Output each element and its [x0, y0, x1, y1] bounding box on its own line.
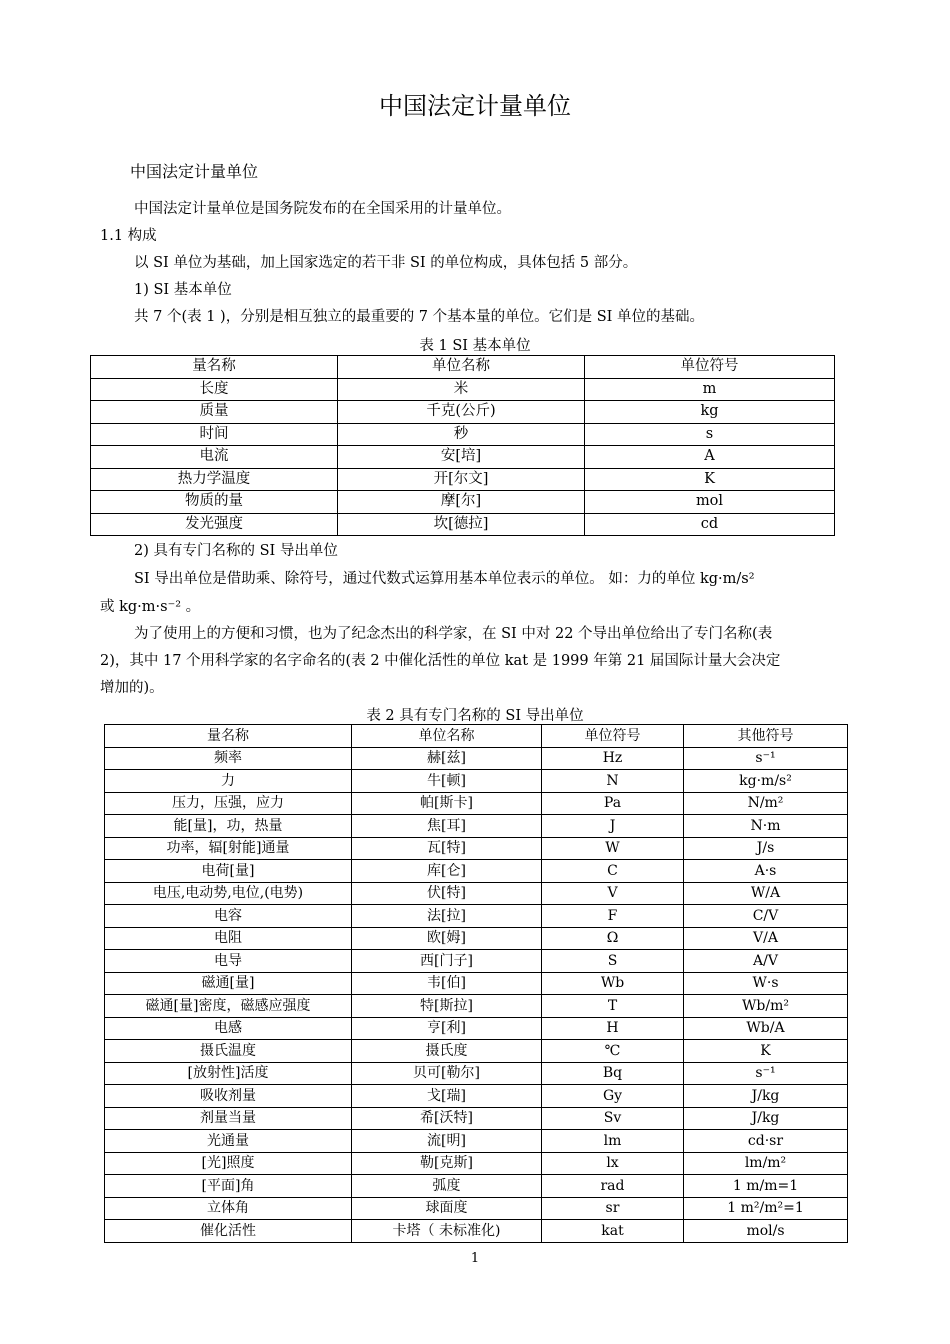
table-cell: V/A — [684, 927, 848, 950]
table-cell: kg — [585, 401, 835, 424]
item2-heading: 2) 具有专门名称的 SI 导出单位 — [134, 543, 338, 559]
table-cell: rad — [542, 1175, 684, 1198]
table-cell: 安[培] — [338, 446, 585, 469]
table-row — [91, 423, 835, 446]
table-cell: 牛[顿] — [352, 770, 542, 793]
table-cell: W·s — [684, 972, 848, 995]
table-cell: A·s — [684, 860, 848, 883]
column-header: 量名称 — [91, 356, 338, 379]
table-cell: cd — [585, 513, 835, 536]
table-cell: s⁻¹ — [684, 747, 848, 770]
table-row — [91, 446, 835, 469]
table-cell: 磁通[量]密度，磁感应强度 — [105, 995, 352, 1018]
table-cell: V — [542, 882, 684, 905]
table-row — [105, 1085, 848, 1108]
table-cell: [光]照度 — [105, 1152, 352, 1175]
item2-text-line2: 或 kg·m·s⁻² 。 — [100, 599, 201, 615]
item1-heading: 1) SI 基本单位 — [134, 282, 232, 298]
table-cell: lx — [542, 1152, 684, 1175]
table-cell: J/kg — [684, 1107, 848, 1130]
table-cell: 电感 — [105, 1017, 352, 1040]
table-cell: K — [684, 1040, 848, 1063]
table-cell: Gy — [542, 1085, 684, 1108]
table-cell: 电容 — [105, 905, 352, 928]
table-row — [105, 860, 848, 883]
page-number: 1 — [470, 1251, 480, 1266]
table-cell: Ω — [542, 927, 684, 950]
table-cell: 流[明] — [352, 1130, 542, 1153]
column-header: 其他符号 — [684, 725, 848, 748]
table-row — [91, 401, 835, 424]
table-cell: 质量 — [91, 401, 338, 424]
table-row — [105, 972, 848, 995]
table-cell: 物质的量 — [91, 491, 338, 514]
table-cell: Sv — [542, 1107, 684, 1130]
table-cell: 热力学温度 — [91, 468, 338, 491]
table-row — [105, 1220, 848, 1243]
composition-paragraph: 以 SI 单位为基础，加上国家选定的若干非 SI 的单位构成，具体包括 5 部分。 — [134, 255, 638, 271]
table-row — [105, 747, 848, 770]
table-cell: 1 m²/m²=1 — [684, 1197, 848, 1220]
table-cell: sr — [542, 1197, 684, 1220]
table-header-row — [105, 725, 848, 748]
table-row — [105, 1152, 848, 1175]
table-row — [91, 491, 835, 514]
table-cell: 电压,电动势,电位,(电势) — [105, 882, 352, 905]
table-row — [105, 950, 848, 973]
table-cell: 希[沃特] — [352, 1107, 542, 1130]
table-cell: H — [542, 1017, 684, 1040]
table-row — [105, 1017, 848, 1040]
table-cell: A — [585, 446, 835, 469]
table-cell: 电流 — [91, 446, 338, 469]
page-title: 中国法定计量单位 — [379, 92, 571, 120]
table-cell: [放射性]活度 — [105, 1062, 352, 1085]
table-cell: 剂量当量 — [105, 1107, 352, 1130]
table-row — [105, 1197, 848, 1220]
item2-text-line1: SI 导出单位是借助乘、除符号，通过代数式运算用基本单位表示的单位。 如：力的单位 kg·m/s² — [134, 571, 755, 587]
table-row — [105, 927, 848, 950]
table-cell: 帕[斯卡] — [352, 792, 542, 815]
table-cell: A/V — [684, 950, 848, 973]
column-header: 单位符号 — [542, 725, 684, 748]
table-cell: 压力，压强，应力 — [105, 792, 352, 815]
table-row — [105, 1062, 848, 1085]
table-cell: 摩[尔] — [338, 491, 585, 514]
table-cell: s⁻¹ — [684, 1062, 848, 1085]
table-row — [105, 1130, 848, 1153]
table-cell: 长度 — [91, 378, 338, 401]
table-cell: 立体角 — [105, 1197, 352, 1220]
table-cell: 秒 — [338, 423, 585, 446]
table-cell: J — [542, 815, 684, 838]
table-cell: 伏[特] — [352, 882, 542, 905]
table-cell: 球面度 — [352, 1197, 542, 1220]
table-cell: N·m — [684, 815, 848, 838]
table-row — [105, 995, 848, 1018]
table-cell: 库[仑] — [352, 860, 542, 883]
table-cell: 赫[兹] — [352, 747, 542, 770]
table-cell: 坎[德拉] — [338, 513, 585, 536]
table-cell: Hz — [542, 747, 684, 770]
table2-caption: 表 2 具有专门名称的 SI 导出单位 — [366, 708, 584, 724]
table-row — [91, 468, 835, 491]
column-header: 量名称 — [105, 725, 352, 748]
table-cell: F — [542, 905, 684, 928]
table-row — [105, 815, 848, 838]
table-cell: cd·sr — [684, 1130, 848, 1153]
table-cell: 摄氏度 — [352, 1040, 542, 1063]
table-cell: 发光强度 — [91, 513, 338, 536]
table-cell: N — [542, 770, 684, 793]
item1-text: 共 7 个(表 1 )，分别是相互独立的最重要的 7 个基本量的单位。它们是 SI 单位的基础。 — [134, 309, 705, 325]
table-header-row — [91, 356, 835, 379]
table-cell: 米 — [338, 378, 585, 401]
table-cell: 光通量 — [105, 1130, 352, 1153]
table-row — [91, 378, 835, 401]
table-cell: 磁通[量] — [105, 972, 352, 995]
section-1-1-heading: 1.1 构成 — [100, 228, 157, 244]
para3-line3: 增加的)。 — [100, 680, 164, 696]
table-cell: 特[斯拉] — [352, 995, 542, 1018]
table-cell: J/s — [684, 837, 848, 860]
table-cell: T — [542, 995, 684, 1018]
table-cell: 电阻 — [105, 927, 352, 950]
table-cell: 开[尔文] — [338, 468, 585, 491]
table-cell: 1 m/m=1 — [684, 1175, 848, 1198]
table-cell: 催化活性 — [105, 1220, 352, 1243]
table-row — [105, 837, 848, 860]
table-row — [105, 1107, 848, 1130]
table-cell: 能[量]，功，热量 — [105, 815, 352, 838]
table-row — [105, 882, 848, 905]
para3-line1: 为了使用上的方便和习惯，也为了纪念杰出的科学家，在 SI 中对 22 个导出单位给出了专门名称(表 — [134, 626, 773, 642]
table-cell: 西[门子] — [352, 950, 542, 973]
si-derived-units-table — [104, 724, 848, 1243]
table-cell: S — [542, 950, 684, 973]
table-cell: kat — [542, 1220, 684, 1243]
table-cell: mol/s — [684, 1220, 848, 1243]
table-cell: 法[拉] — [352, 905, 542, 928]
para3-line2: 2)，其中 17 个用科学家的名字命名的(表 2 中催化活性的单位 kat 是 1999 年第 21 届国际计量大会决定 — [100, 653, 781, 669]
table-cell: N/m² — [684, 792, 848, 815]
table-cell: 频率 — [105, 747, 352, 770]
table-cell: mol — [585, 491, 835, 514]
table-cell: Wb/m² — [684, 995, 848, 1018]
table-cell: 电荷[量] — [105, 860, 352, 883]
table-row — [91, 513, 835, 536]
table-cell: K — [585, 468, 835, 491]
intro-paragraph: 中国法定计量单位是国务院发布的在全国采用的计量单位。 — [134, 201, 511, 217]
table-cell: s — [585, 423, 835, 446]
table-cell: Pa — [542, 792, 684, 815]
table-cell: [平面]角 — [105, 1175, 352, 1198]
table-row — [105, 792, 848, 815]
column-header: 单位名称 — [352, 725, 542, 748]
table-row — [105, 905, 848, 928]
table-cell: 戈[瑞] — [352, 1085, 542, 1108]
table-cell: 电导 — [105, 950, 352, 973]
table-cell: 欧[姆] — [352, 927, 542, 950]
table-cell: 卡塔（ 未标准化) — [352, 1220, 542, 1243]
table-cell: 弧度 — [352, 1175, 542, 1198]
table-cell: ℃ — [542, 1040, 684, 1063]
table-cell: C/V — [684, 905, 848, 928]
table-cell: J/kg — [684, 1085, 848, 1108]
table-cell: 焦[耳] — [352, 815, 542, 838]
table-cell: 贝可[勒尔] — [352, 1062, 542, 1085]
table-cell: 力 — [105, 770, 352, 793]
table-cell: 勒[克斯] — [352, 1152, 542, 1175]
table-cell: 瓦[特] — [352, 837, 542, 860]
table-row — [105, 1040, 848, 1063]
table-row — [105, 1175, 848, 1198]
table-cell: C — [542, 860, 684, 883]
table-cell: 时间 — [91, 423, 338, 446]
table-cell: Wb/A — [684, 1017, 848, 1040]
column-header: 单位符号 — [585, 356, 835, 379]
table-cell: lm/m² — [684, 1152, 848, 1175]
table-cell: 千克(公斤) — [338, 401, 585, 424]
table-cell: kg·m/s² — [684, 770, 848, 793]
table-cell: m — [585, 378, 835, 401]
si-base-units-table — [90, 355, 835, 536]
table-cell: 功率，辐[射能]通量 — [105, 837, 352, 860]
table-cell: Bq — [542, 1062, 684, 1085]
table1-caption: 表 1 SI 基本单位 — [419, 338, 531, 354]
table-cell: 摄氏温度 — [105, 1040, 352, 1063]
table-cell: W/A — [684, 882, 848, 905]
table-cell: 韦[伯] — [352, 972, 542, 995]
table-cell: 吸收剂量 — [105, 1085, 352, 1108]
table-cell: Wb — [542, 972, 684, 995]
column-header: 单位名称 — [338, 356, 585, 379]
table-cell: 亨[利] — [352, 1017, 542, 1040]
table-row — [105, 770, 848, 793]
section-heading: 中国法定计量单位 — [130, 162, 259, 181]
table-cell: W — [542, 837, 684, 860]
table-cell: lm — [542, 1130, 684, 1153]
